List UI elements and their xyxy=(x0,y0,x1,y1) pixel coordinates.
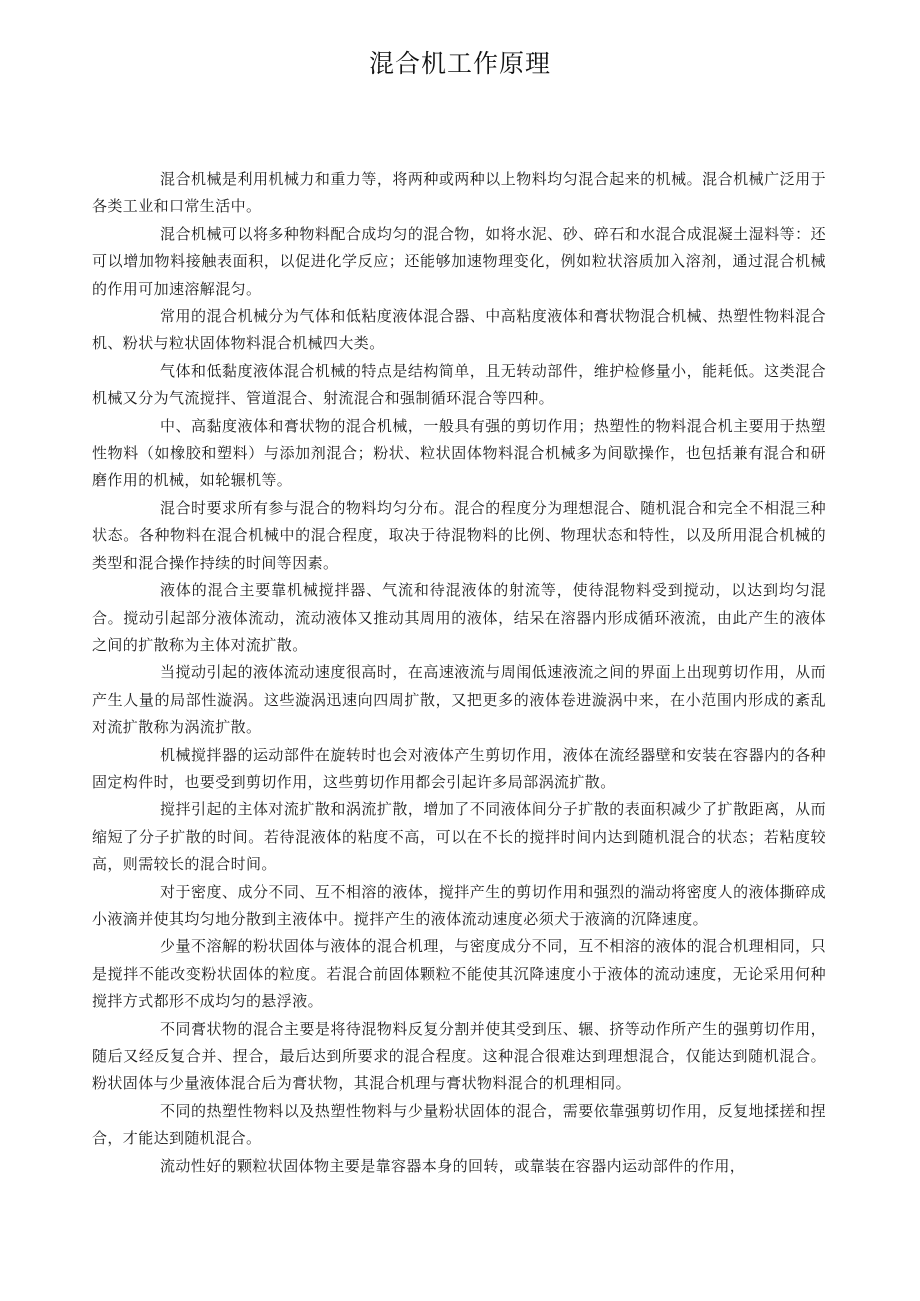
paragraph-2: 混合机械可以将多种物料配合成均匀的混合物，如将水泥、砂、碎石和水混合成混凝土湿料等：还可以增加物料接触表面积，以促进化学反应；还能够加速物理变化，例如粒状溶质加入溶剂，通过混合机械的作用可加速溶解混匀。 xyxy=(92,224,826,298)
paragraph-11: 对于密度、成分不同、互不相溶的液体，搅拌产生的剪切作用和强烈的湍动将密度人的液体撕碎成小液滴并使其均匀地分散到主液体中。搅拌产生的液体流动速度必须犬于液滴的沉降速度。 xyxy=(92,882,826,928)
paragraph-13: 不同膏状物的混合主要是将待混物料反复分割并使其受到压、辗、挤等动作所产生的强剪切作用，随后又经反复合并、捏合，最后达到所要求的混合程度。这种混合很难达到理想混合，仅能达到随机混合。粉状固体与少量液体混合后为膏状物，其混合机理与膏状物料混合的机理相同。 xyxy=(92,1019,826,1093)
document-title: 混合机工作原理 xyxy=(368,49,551,78)
paragraph-9: 机械搅拌器的运动部件在旋转时也会对液体产生剪切作用，液体在流经器壁和安装在容器内的各种固定构件时，也要受到剪切作用，这些剪切作用都会引起许多局部涡流扩散。 xyxy=(92,745,826,791)
paragraph-14: 不同的热塑性物料以及热塑性物料与少量粉状固体的混合，需要依靠强剪切作用，反复地揉搓和捏合，才能达到随机混合。 xyxy=(92,1101,826,1148)
paragraph-5: 中、高黏度液体和膏状物的混合机械，一般具有强的剪切作用；热塑性的物料混合机主要用于热塑性物料（如橡胶和塑料）与添加剂混合；粉状、粒状固体物料混合机械多为间歇操作，也包括兼有混合和研磨作用的机械，如轮辗机等。 xyxy=(92,416,826,490)
paragraph-6: 混合时要求所有参与混合的物料均匀分布。混合的程度分为理想混合、随机混合和完全不相混三种状态。各种物料在混合机械中的混合程度，取决于待混物料的比例、物理状态和特性，以及所用混合机械的类型和混合操作持续的时间等因素。 xyxy=(92,498,826,572)
paragraph-15: 流动性好的颗粒状固体物主要是靠容器本身的回转，或靠装在容器内运动部件的作用， xyxy=(160,1156,746,1175)
paragraph-10: 搅拌引起的主体对流扩散和涡流扩散，增加了不同液体间分子扩散的表面积减少了扩散距离，从而缩短了分子扩散的时间。若待混液体的粘度不高，可以在不长的搅拌时间内达到随机混合的状态；若粘度较高，则需较长的混合时间。 xyxy=(92,800,826,874)
paragraph-4: 气体和低黏度液体混合机械的特点是结构简单，且无转动部件，维护检修量小，能耗低。这类混合机械又分为气流搅拌、管道混合、射流混合和强制循环混合等四种。 xyxy=(92,361,826,408)
paragraph-8: 当搅动引起的液体流动速度很高时，在高速液流与周闱低速液流之间的界面上出现剪切作用，从而产生人量的局部性漩涡。这些漩涡迅速向四周扩散，又把更多的液体卷进漩涡中来，在小范围内形成的紊乱对流扩散称为涡流扩散。 xyxy=(92,663,826,737)
paragraph-1: 混合机械是利用机械力和重力等，将两种或两种以上物料均匀混合起来的机械。混合机械广泛用于各类工业和口常生活中。 xyxy=(92,170,826,216)
document-body xyxy=(92,166,826,1180)
paragraph-12: 少量不溶解的粉状固体与液体的混合机理，与密度成分不同，互不相溶的液体的混合机理相同，只是搅拌不能改变粉状固体的粒度。若混合前固体颗粒不能使其沉降速度小于液体的流动速度，无论采用何种搅拌方式都形不成均匀的悬浮液。 xyxy=(92,937,826,1011)
paragraph-3: 常用的混合机械分为气体和低粘度液体混合器、中高粘度液体和膏状物混合机械、热塑性物料混合机、粉状与粒状固体物料混合机械四大类。 xyxy=(92,307,826,353)
paragraph-7: 液体的混合主要靠机械搅拌器、气流和待混液体的射流等，使待混物料受到搅动，以达到均匀混合。搅动引起部分液体流动，流动液体又推动其周用的液体，结呆在溶器内形成循环液流，由此产生的液体之间的扩散称为主体对流扩散。 xyxy=(92,581,826,654)
